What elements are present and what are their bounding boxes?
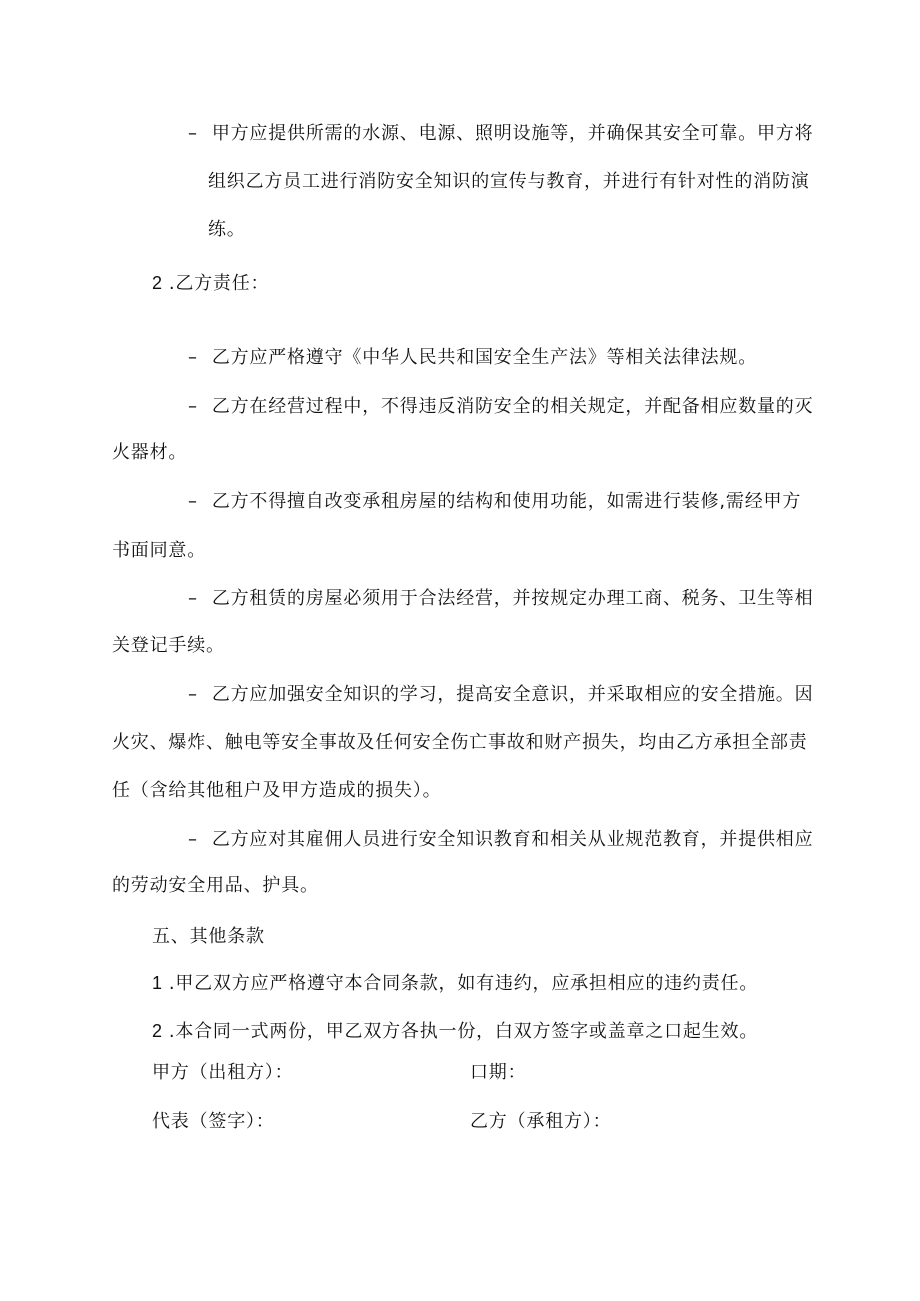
dash-bullet: – [188, 396, 198, 417]
party-b-item-5-line-1: – 乙方应加强安全知识的学习，提高安全意识，并采取相应的安全措施。因 [188, 684, 814, 705]
section-5-clause-1: 1 .甲乙双方应严格遵守本合同条款，如有违约，应承担相应的违约责任。 [152, 973, 759, 994]
section-5-heading: 五、其他条款 [152, 926, 265, 947]
dash-bullet: – [188, 829, 198, 850]
party-b-signature-label: 乙方（承租方）： [470, 1111, 612, 1132]
party-a-signature-label: 甲方（出租方）： [152, 1062, 294, 1083]
party-a-duty-line-1: – 甲方应提供所需的水源、电源、照明设施等，并确保其安全可靠。甲方将 [188, 123, 814, 144]
section-5-clause-2: 2 .本合同一式两份，甲乙双方各执一份，白双方签字或盖章之口起生效。 [152, 1021, 759, 1042]
party-b-item-2-line-1: – 乙方在经营过程中，不得违反消防安全的相关规定，并配备相应数量的灭 [188, 396, 814, 417]
party-b-item-5-line-2: 火灾、爆炸、触电等安全事故及任何安全伤亡事故和财产损失，均由乙方承担全部责 [112, 732, 808, 753]
representative-signature-label: 代表（签字）： [152, 1111, 275, 1132]
party-b-heading: 2 .乙方责任： [152, 273, 270, 294]
dash-bullet: – [188, 347, 198, 368]
party-b-item-4-line-1: – 乙方租赁的房屋必须用于合法经营，并按规定办理工商、税务、卫生等相 [188, 588, 814, 609]
party-b-item-6-line-1: – 乙方应对其雇佣人员进行安全知识教育和相关从业规范教育，并提供相应 [188, 829, 814, 850]
party-b-item-2-line-2: 火器材。 [112, 442, 188, 463]
party-b-item-6-line-2: 的劳动安全用品、护具。 [112, 875, 319, 896]
party-a-duty-line-3: 练。 [208, 219, 246, 240]
dash-bullet: – [188, 588, 198, 609]
party-b-item-1-line-1: – 乙方应严格遵守《中华人民共和国安全生产法》等相关法律法规。 [188, 347, 758, 368]
party-a-duty-line-2: 组织乙方员工进行消防安全知识的宣传与教育，并进行有针对性的消防演 [208, 171, 810, 192]
party-b-item-5-line-3: 任（含给其他租户及甲方造成的损失）。 [112, 780, 442, 801]
dash-bullet: – [188, 491, 198, 512]
party-b-item-4-line-2: 关登记手续。 [112, 635, 225, 656]
party-b-item-3-line-1: – 乙方不得擅自改变承租房屋的结构和使用功能，如需进行装修,需经甲方 [188, 491, 802, 512]
party-b-item-3-line-2: 书面同意。 [112, 540, 206, 561]
dash-bullet: – [188, 684, 198, 705]
date-label: 口期： [470, 1062, 527, 1083]
dash-bullet: – [188, 123, 198, 144]
